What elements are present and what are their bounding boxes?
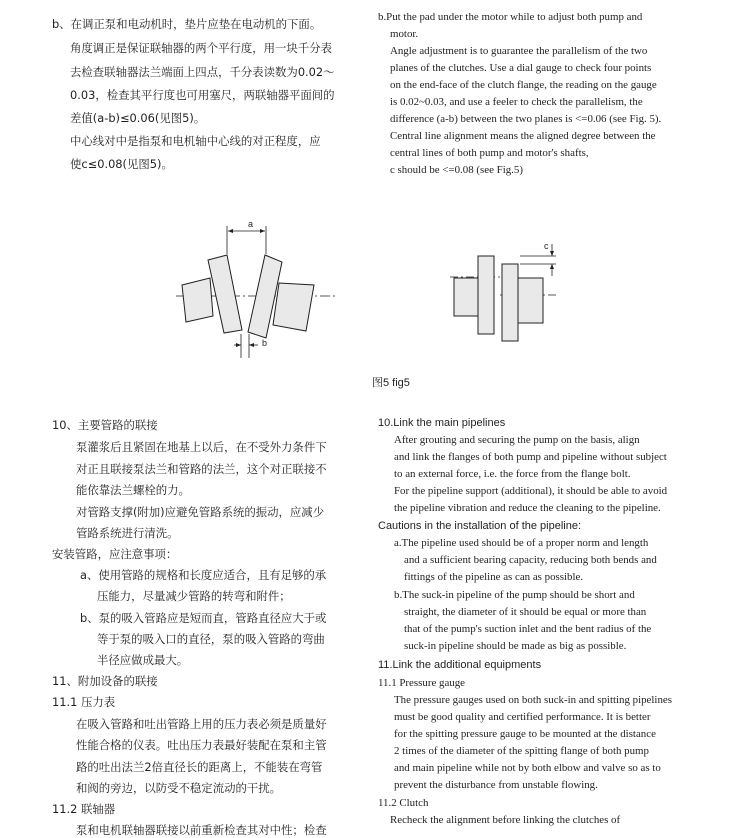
zh-heading: 安装管路，应注意事项： [52, 547, 178, 561]
en-top-line: b.Put the pad under the motor while to adjust both pump and [378, 11, 643, 23]
en-line: straight, the diameter of it should be equal or more than [404, 606, 647, 618]
left-coupling-flange [478, 256, 494, 334]
figure-caption: 图5 fig5 [372, 377, 410, 389]
zh-line: 等于泵的吸入口的直径，泵的吸入管路的弯曲 [97, 632, 325, 646]
zh-line: 和阀的旁边，以防受不稳定流动的干扰。 [76, 781, 282, 795]
en-top-line: central lines of both pump and motor's shafts, [390, 147, 589, 159]
zh-top-line: 角度调正是保证联轴器的两个平行度，用一块千分表 [70, 41, 332, 55]
en-line: suck-in pipeline should be made as big as possible. [404, 640, 627, 652]
en-top-line: difference (a-b) between the two planes is <=0.06 (see Fig. 5). [390, 113, 662, 125]
zh-heading: 11.2 联轴器 [52, 802, 116, 816]
en-top-line: motor. [390, 28, 419, 40]
en-line: a.The pipeline used should be of a proper norm and length [394, 537, 649, 549]
zh-line: 泵灌浆后且紧固在地基上以后，在不受外力条件下 [76, 440, 327, 454]
left-shaft-hub [182, 278, 213, 322]
en-line: b.The suck-in pipeline of the pump should be short and [394, 589, 635, 601]
en-line: the pipeline vibration and reduce the cleaning to the pipeline. [394, 502, 661, 514]
zh-line: a、使用管路的规格和长度应适合，且有足够的承 [80, 568, 327, 582]
en-line: must be good quality and certified performance. It is better [394, 711, 651, 723]
dimension-c-label: c [544, 241, 549, 251]
left-shaft-hub [454, 278, 478, 316]
en-line: and link the flanges of both pump and pipeline without subject [394, 451, 667, 463]
en-top-line: Angle adjustment is to guarantee the parallelism of the two [390, 45, 648, 57]
dimension-b-label: b [262, 338, 268, 348]
en-heading: 11.Link the additional equipments [378, 659, 542, 671]
right-shaft-hub [518, 278, 543, 323]
right-coupling-flange [502, 264, 518, 341]
angular-alignment-figure [170, 218, 340, 364]
zh-line: 压能力，尽量减少管路的转弯和附件； [97, 589, 291, 603]
zh-line: 管路系统进行清洗。 [76, 526, 179, 540]
en-line: and a sufficient bearing capacity, reducing both bends and [404, 554, 657, 566]
right-shaft-hub [273, 283, 314, 331]
dimension-a-label: a [248, 219, 254, 229]
en-heading: 11.2 Clutch [378, 797, 429, 809]
offset-alignment-figure [448, 236, 560, 346]
zh-line: 在吸入管路和吐出管路上用的压力表必须是质量好 [76, 717, 327, 731]
zh-top-line: 差值(a-b)≤0.06(见图5)。 [70, 111, 206, 125]
en-line: prevent the disturbance from unstable flowing. [394, 779, 598, 791]
en-top-line: is 0.02~0.03, and use a feeler to check the parallelism, the [390, 96, 643, 108]
en-line: After grouting and securing the pump on the basis, align [394, 434, 640, 446]
left-coupling-flange [208, 255, 242, 333]
en-line: for the spitting pressure gauge to be mounted at the distance [394, 728, 656, 740]
en-heading: Cautions in the installation of the pipeline: [378, 520, 582, 532]
en-line: 2 times of the diameter of the spitting flange of both pump [394, 745, 649, 757]
zh-line: 路的吐出法兰2倍直径长的距离上，不能装在弯管 [76, 760, 323, 774]
zh-line: 泵和电机联轴器联接以前重新检查其对中性；检查 [76, 823, 327, 837]
zh-top-line: 中心线对中是指泵和电机轴中心线的对正程度，应 [70, 134, 321, 148]
zh-line: 能依靠法兰螺栓的力。 [76, 483, 190, 497]
en-line: The pressure gauges used on both suck-in and spitting pipelines [394, 694, 672, 706]
en-line: Recheck the alignment before linking the clutches of [390, 814, 621, 826]
en-line: to an external force, i.e. the force from the flange bolt. [394, 468, 631, 480]
en-top-line: on the end-face of the clutch flange, the reading on the gauge [390, 79, 657, 91]
en-line: fittings of the pipeline as can as possible. [404, 571, 584, 583]
en-heading: 10.Link the main pipelines [378, 417, 506, 429]
zh-top-line: b、在调正泵和电动机时，垫片应垫在电动机的下面。 [52, 17, 322, 31]
en-top-line: Central line alignment means the aligned degree between the [390, 130, 656, 142]
en-line: that of the pump's suction inlet and the bent radius of the [404, 623, 652, 635]
zh-line: b、泵的吸入管路应是短而直，管路直径应大于或 [80, 611, 327, 625]
zh-top-line: 去检查联轴器法兰端面上四点，千分表读数为0.02～ [70, 65, 335, 79]
zh-top-line: 0.03，检查其平行度也可用塞尺，两联轴器平面间的 [70, 88, 335, 102]
zh-heading: 11、附加设备的联接 [52, 674, 158, 688]
en-line: and main pipeline while not by both elbow and valve so as to [394, 762, 661, 774]
zh-line: 对管路支撑(附加)应避免管路系统的振动，应减少 [76, 505, 325, 519]
zh-line: 半径应做成最大。 [97, 653, 189, 667]
en-line: For the pipeline support (additional), it should be able to avoid [394, 485, 668, 497]
en-top-line: planes of the clutches. Use a dial gauge to check four points [390, 62, 652, 74]
en-heading: 11.1 Pressure gauge [378, 677, 466, 689]
en-top-line: c should be <=0.08 (see Fig.5) [390, 164, 523, 176]
zh-line: 对正且联接泵法兰和管路的法兰，这个对正联接不 [76, 462, 327, 476]
zh-heading: 10、主要管路的联接 [52, 418, 158, 432]
zh-top-line: 使c≤0.08(见图5)。 [70, 157, 173, 171]
zh-line: 性能合格的仪表。吐出压力表最好装配在泵和主管 [76, 738, 327, 752]
zh-heading: 11.1 压力表 [52, 695, 116, 709]
